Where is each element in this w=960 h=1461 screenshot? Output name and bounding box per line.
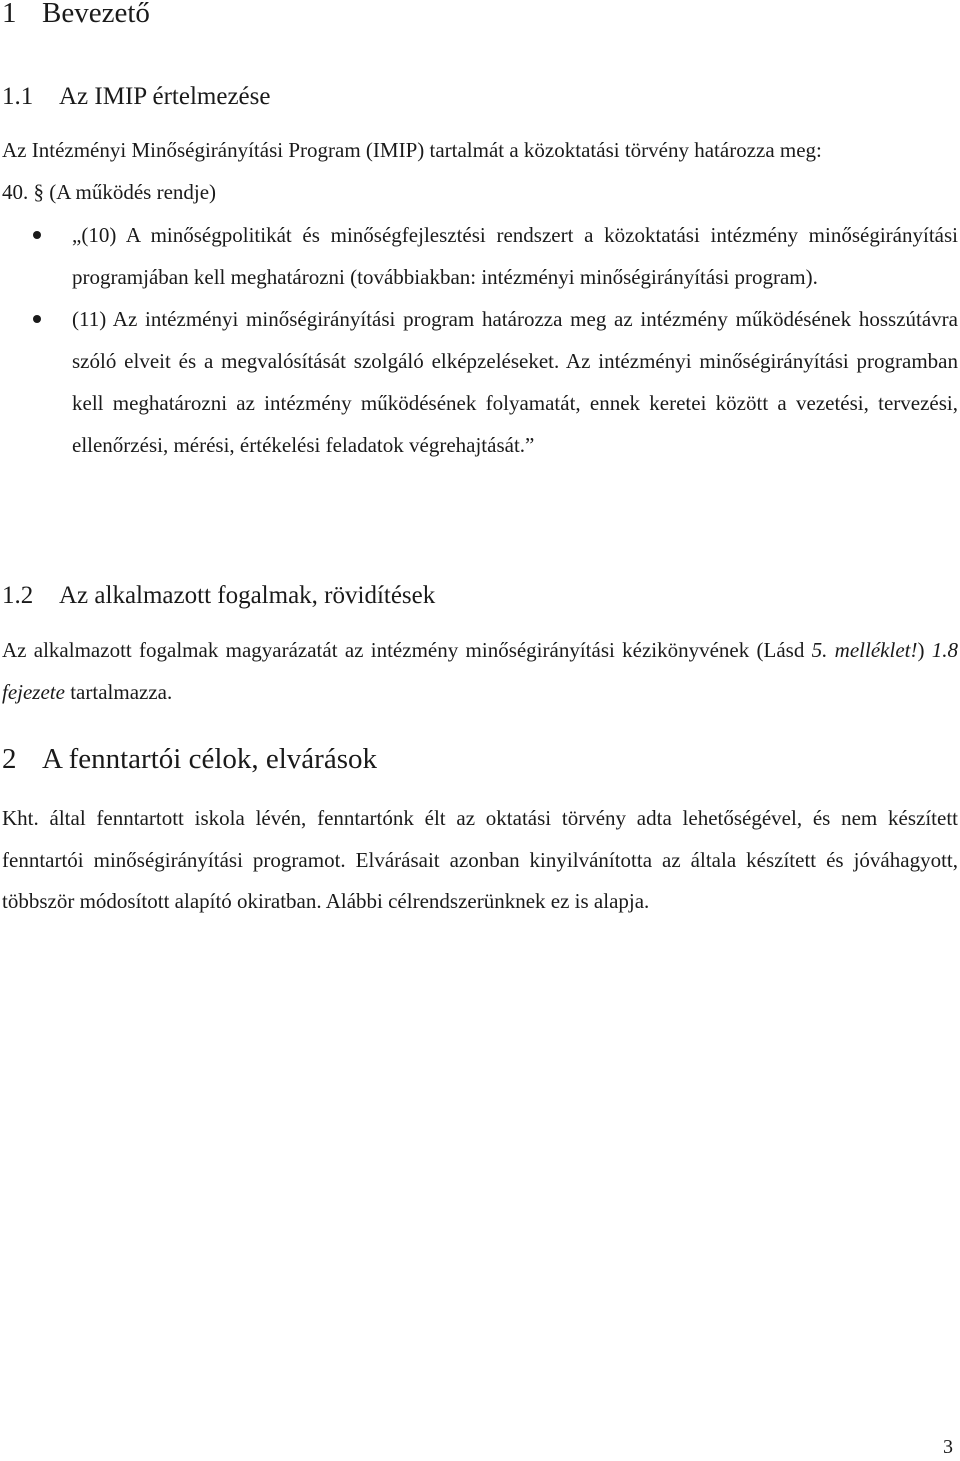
section-1-1-heading (2, 83, 270, 111)
section-1-2-text-mid: ) (917, 638, 932, 662)
chapter-reference: 1.8 fejezete (2, 638, 959, 704)
chapter-1-number: 1 (2, 0, 17, 29)
bullet-text-2: (11) Az intézményi minőségirányítási program határozza meg az intézmény működésének hosszútávra szóló elveit és a megvalósítását szolgáló elképzeléseket. Az intézményi minőségirányítási programban kell meghatározni az intézmény működésének folyamatát, ennek keretei között a vezetési, tervezési, ellenőrzési, mérési, értékelési feladatok végrehajtását.” (72, 307, 958, 457)
list-item (0, 298, 960, 466)
bullet-icon (33, 315, 41, 323)
section-1-1-intro (2, 130, 958, 213)
appendix-reference: 5. melléklet! (811, 638, 918, 662)
section-1-2-heading (2, 582, 435, 610)
intro-line-2: 40. § (A működés rendje) (2, 179, 217, 204)
chapter-2-text: Kht. által fenntartott iskola lévén, fenntartónk élt az oktatási törvény adta lehetőségével, és nem készített fenntartói minőségirányítási programot. Elvárásait azonban kinyilvánította az általa készített és jóváhagyott, többször módosított alapító okiratban. Alábbi célrendszerünknek ez is alapja. (2, 806, 958, 913)
intro-line-1: Az Intézményi Minőségirányítási Program (IMIP) tartalmát a közoktatási törvény határozza meg: (2, 138, 822, 162)
page-number: 3 (943, 1436, 953, 1458)
chapter-2-heading (2, 743, 377, 776)
chapter-2-number: 2 (2, 743, 17, 775)
section-1-1-title: Az IMIP értelmezése (59, 83, 271, 110)
section-1-2-title: Az alkalmazott fogalmak, rövidítések (59, 582, 436, 609)
bullet-text-1: „(10) A minőségpolitikát és minőségfejlesztési rendszert a közoktatási intézmény minőségirányítási programjában kell meghatározni (továbbiakban: intézményi minőségirányítási program). (72, 223, 958, 289)
law-quote-list (0, 214, 960, 466)
list-item (0, 214, 960, 298)
chapter-1-heading (2, 0, 150, 30)
chapter-2-title: A fenntartói célok, elvárások (42, 743, 377, 775)
section-1-2-number: 1.2 (2, 582, 34, 609)
chapter-1-title: Bevezető (42, 0, 150, 29)
section-1-2-text (2, 630, 958, 713)
bullet-icon (33, 231, 41, 239)
section-1-2-text-start: Az alkalmazott fogalmak magyarázatát az intézmény minőségirányítási kézikönyvének (Lásd (2, 638, 812, 662)
section-1-2-text-end: tartalmazza. (64, 679, 173, 704)
section-1-1-number: 1.1 (2, 83, 34, 110)
